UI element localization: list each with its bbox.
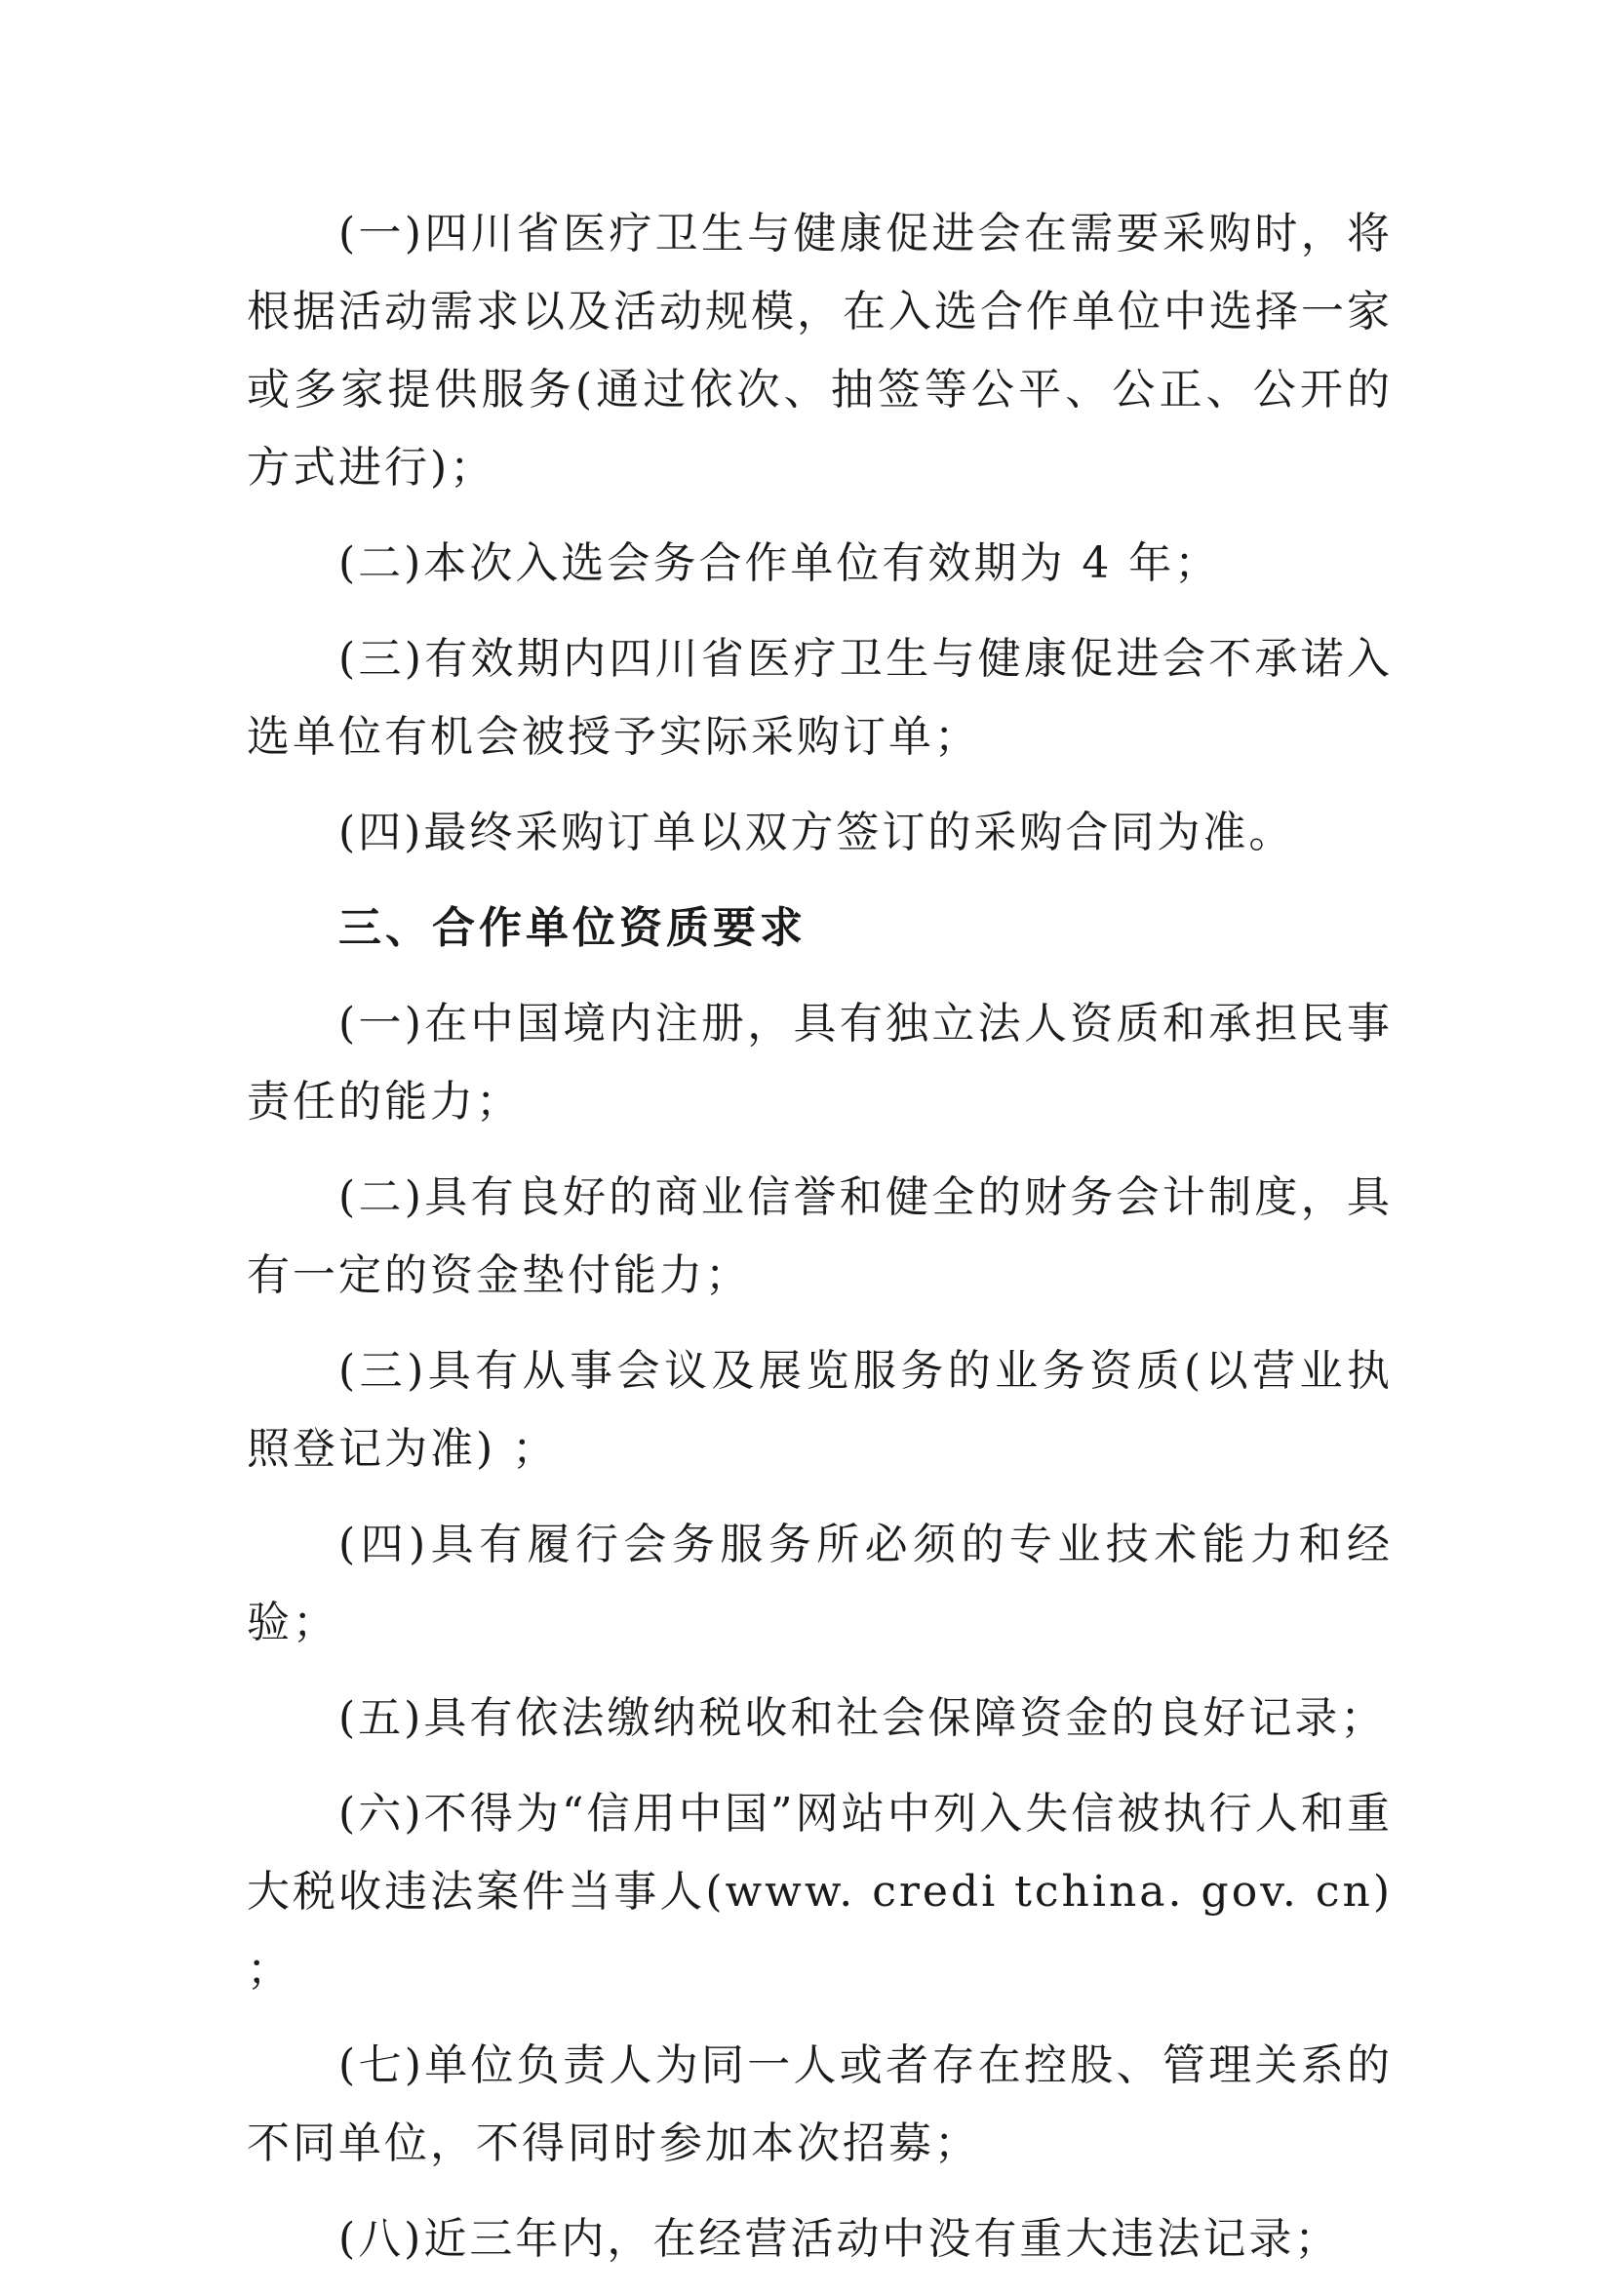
paragraph-4: (四)最终采购订单以双方签订的采购合同为准。 (338, 808, 1295, 857)
requirement-4: (四)具有履行会务服务所必须的专业技术能力和经验； (247, 1520, 1393, 1647)
requirement-8: (八)近三年内，在经营活动中没有重大违法记录； (338, 2214, 1341, 2264)
requirement-2: (二)具有良好的商业信誉和健全的财务会计制度，具有一定的资金垫付能力； (247, 1172, 1393, 1300)
requirement-3: (三)具有从事会议及展览服务的业务资质(以营业执照登记为准) ； (247, 1346, 1393, 1474)
paragraph-2: (二)本次入选会务合作单位有效期为 4 年； (338, 538, 1221, 588)
requirement-6: (六)不得为“信用中国”网站中列入失信被执行人和重大税收违法案件当事人(www. credi tchina. gov. cn) ； (247, 1789, 1393, 1995)
requirement-7: (七)单位负责人为同一人或者存在控股、管理关系的不同单位，不得同时参加本次招募； (247, 2040, 1393, 2168)
document-body (247, 195, 1393, 2296)
requirement-1: (一)在中国境内注册，具有独立法人资质和承担民事责任的能力； (247, 999, 1393, 1127)
paragraph-1: (一)四川省医疗卫生与健康促进会在需要采购时，将根据活动需求以及活动规模，在入选合作单位中选择一家或多家提供服务(通过依次、抽签等公平、公正、公开的方式进行)； (247, 209, 1393, 493)
paragraph-3: (三)有效期内四川省医疗卫生与健康促进会不承诺入选单位有机会被授予实际采购订单； (247, 634, 1393, 762)
requirement-5: (五)具有依法缴纳税收和社会保障资金的良好记录； (338, 1693, 1387, 1743)
section-heading: 三、合作单位资质要求 (338, 903, 807, 953)
